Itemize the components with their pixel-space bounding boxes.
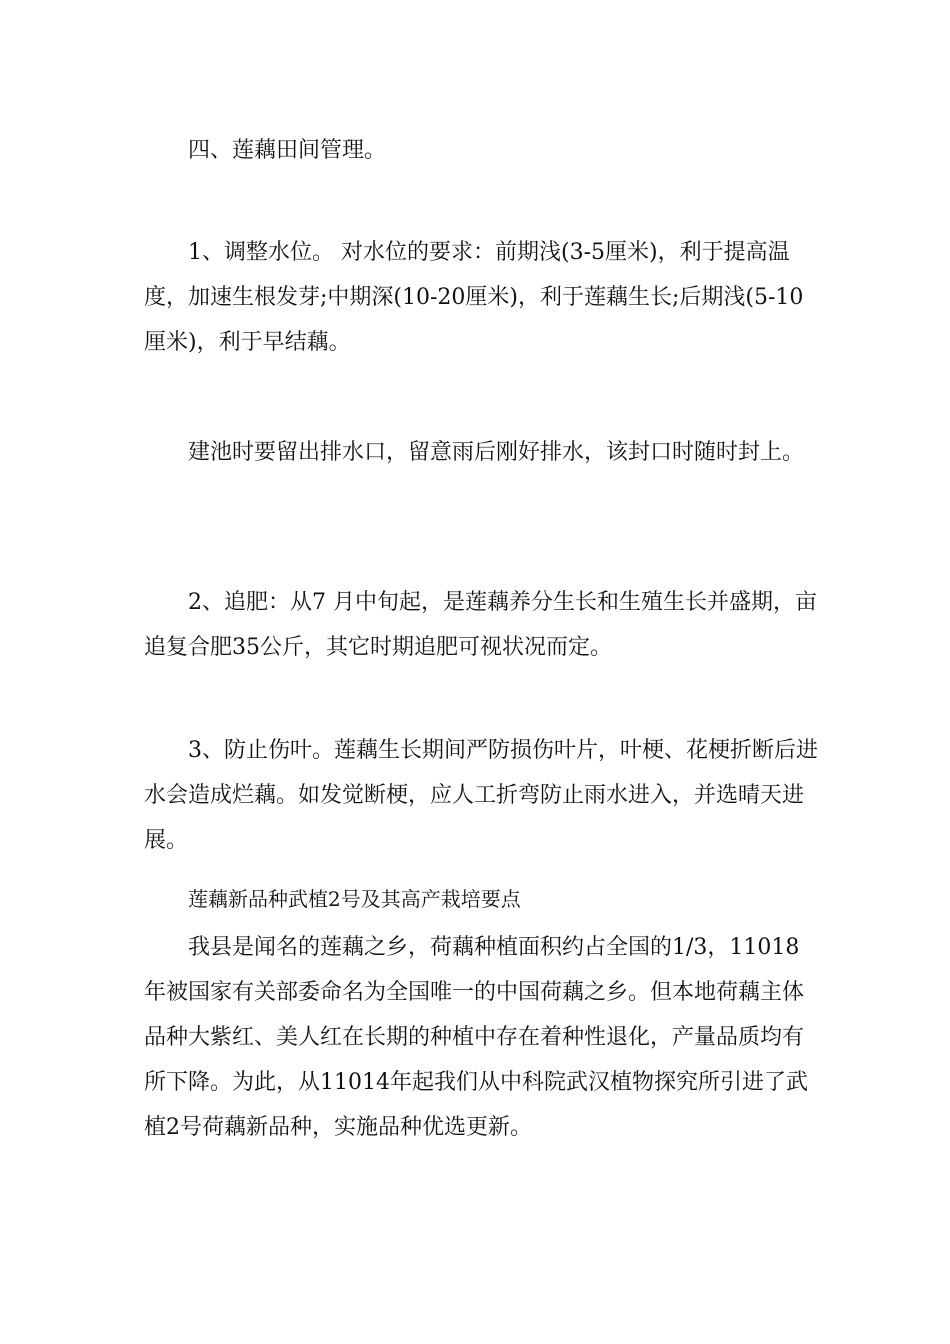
- paragraph-new-variety: 我县是闻名的莲藕之乡，荷藕种植面积约占全国的1/3，11018年被国家有关部委命名为全国唯一的中国荷藕之乡。但本地荷藕主体品种大紫红、美人红在长期的种植中存在着种性退化，产量品质均有所下降。为此，从11014年起我们从中科院武汉植物探究所引进了武植2号荷藕新品种，实施品种优选更新。: [144, 935, 808, 1140]
- subtitle: 莲藕新品种武植2号及其高产栽培要点: [188, 887, 521, 911]
- paragraph-water-level: 1、调整水位。 对水位的要求：前期浅(3-5厘米)，利于提高温度，加速生根发芽;中期深(10-20厘米)，利于莲藕生长;后期浅(5-10厘米)，利于早结藕。: [144, 240, 804, 355]
- paragraph-drainage: 建池时要留出排水口，留意雨后刚好排水，该封口时随时封上。: [188, 440, 805, 465]
- paragraph-leaf-protection: 3、防止伤叶。莲藕生长期间严防损伤叶片，叶梗、花梗折断后进水会造成烂藕。如发觉断梗，应人工折弯防止雨水进入，并选晴天进展。: [144, 738, 818, 853]
- section-heading: 四、莲藕田间管理。: [188, 138, 387, 163]
- paragraph-fertilizer: 2、追肥：从7 月中旬起，是莲藕养分生长和生殖生长并盛期，亩追复合肥35公斤，其它时期追肥可视状况而定。: [144, 590, 817, 660]
